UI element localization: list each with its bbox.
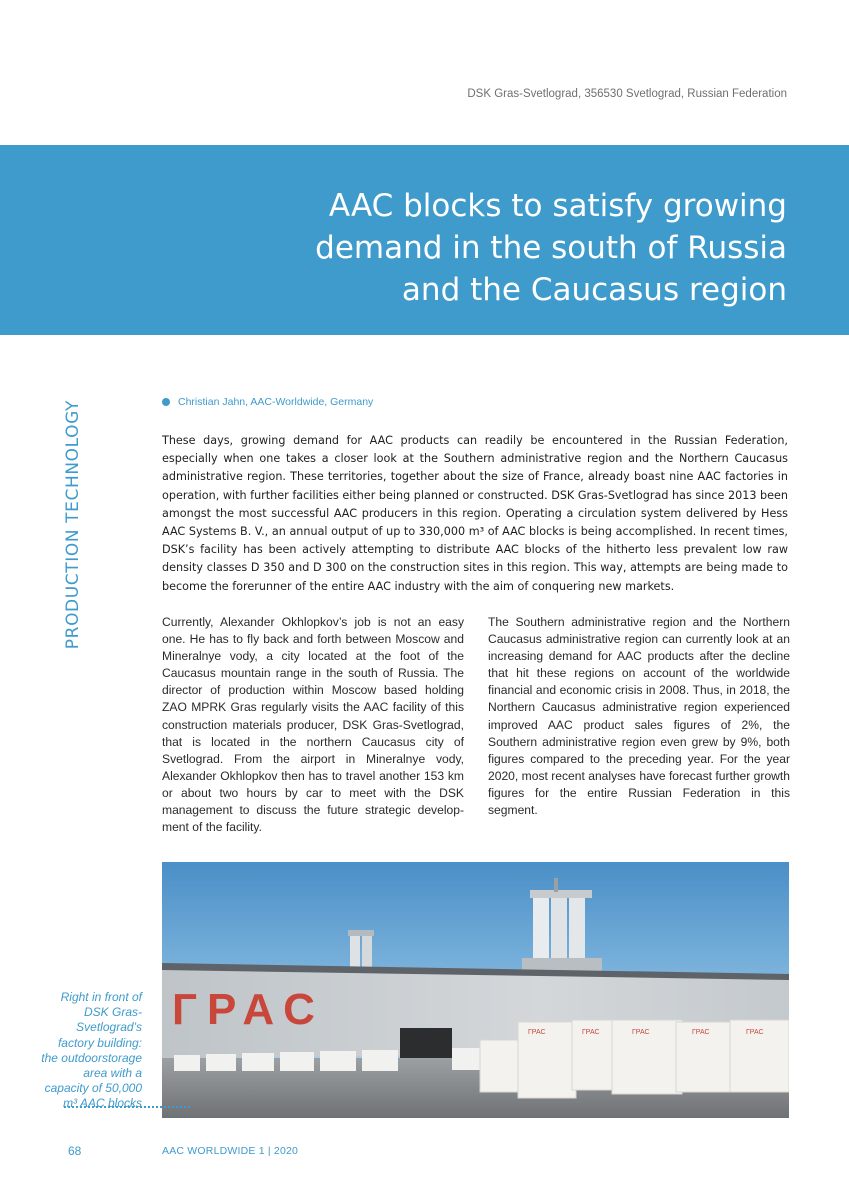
page-number: 68 xyxy=(68,1144,82,1158)
section-label-text: PRODUCTION TECHNOLOGY xyxy=(63,400,83,650)
pallet-label: ГРАС xyxy=(582,1029,600,1036)
section-label xyxy=(62,400,84,654)
location-line: DSK Gras-Svetlograd, 356530 Svetlograd, Russian Federation xyxy=(467,88,787,100)
sign-text: ГРАС xyxy=(172,985,325,1034)
title-line-3: and the Caucasus region xyxy=(401,272,787,308)
title-line-1: AAC blocks to satisfy growing xyxy=(328,188,787,224)
body-column-left: Currently, Alexander Okhlopkov’s job is not an easy one. He has to fly back and forth between Moscow and Mineralnye vody, a city located at the foot of the Caucasus mountain range in the south of Russia. The director of production within Moscow based holding ZAO MPRK Gras regularly visits the AAC facility of this construction materials producer, DSK Gras-Svetlograd, that is located in the northern Caucasus city of Svetlograd. From the airport in Mineralnye vody, Alexander Okhlopkov then has to travel another 153 km or about two hours by car to meet with the DSK management to discuss the future strategic development of the facility. xyxy=(162,615,464,835)
body-column-right: The Southern administrative region and the Northern Caucasus administrative region can currently look at an increasing demand for AAC products after the decline that hit these regions on account of the worldwide financial and economic crisis in 2008. Thus, in 2018, the Northern Caucasus administrative region experienced improved AAC product sales figures of 2%, the Southern administrative region even grew by 9%, both figures compared to the preceding year. For the year 2020, most recent analyses have forecast further growth figures for the entire Russian Federation in this segment. xyxy=(488,615,790,818)
article-title xyxy=(187,185,787,311)
pallet-label: ГРАС xyxy=(692,1029,710,1036)
pallet-label: ГРАС xyxy=(632,1029,650,1036)
lead-paragraph: These days, growing demand for AAC products can readily be encountered in the Russian Federation, especially when one takes a closer look at the Southern administrative region and the Northern Caucasus administrative region. These territories, together about the size of France, already boast nine AAC factories in operation, with further facilities either being planned or constructed. DSK Gras-Svetlograd has since 2013 been amongst the most successful AAC producers in this region. Operating a circulation system delivered by Hess AAC Systems B. V., an annual output of up to 330,000 m³ of AAC blocks is being accomplished. In recent times, DSK’s facility has been actively attempting to distribute AAC blocks of the hitherto less prevalent low raw density classes D 350 and D 300 on the construction sites in this region. This way, attempts are being made to become the forerunner of the entire AAC industry with the aim of conquering new markets. xyxy=(162,434,788,593)
photo-caption: Right in front of DSK Gras-Svetlograd’s factory building: the outdoorstorage area with a capacity of 50,000 m³ AAC blocks xyxy=(41,990,142,1111)
bullet-icon xyxy=(162,398,170,406)
caption-rule xyxy=(64,1106,190,1108)
pallet-label: ГРАС xyxy=(746,1029,764,1036)
journal-footer: AAC WORLDWIDE 1 | 2020 xyxy=(162,1145,299,1157)
author-name: Christian Jahn, AAC-Worldwide, Germany xyxy=(178,396,374,408)
pallet-label: ГРАС xyxy=(528,1029,546,1036)
title-line-2: demand in the south of Russia xyxy=(315,230,787,266)
author-line xyxy=(162,396,373,408)
building-sign xyxy=(172,985,325,1034)
factory-photo xyxy=(162,862,789,1118)
